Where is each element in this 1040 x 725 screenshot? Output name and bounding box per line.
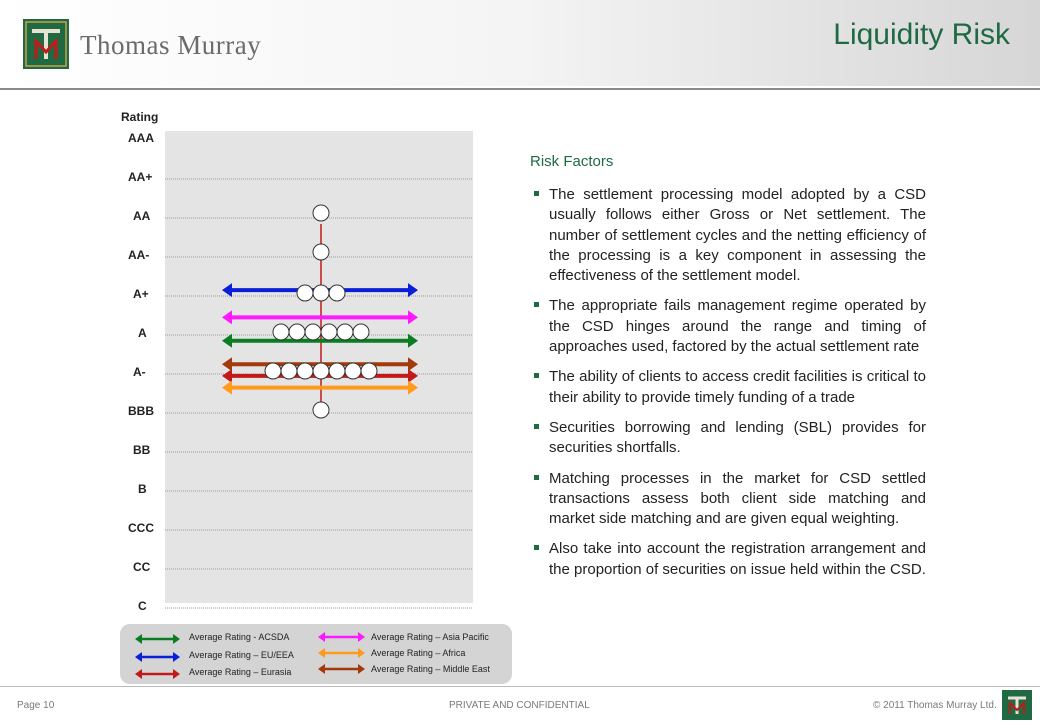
rating-label: AA- [128,248,150,262]
legend-middle-east: Average Rating – Middle East [371,664,490,674]
footer-logo-icon [1002,690,1032,720]
risk-factor-text: Securities borrowing and lending (SBL) provides for securities shortfalls. [549,418,926,457]
risk-factors-panel [530,150,926,590]
footer-divider [0,686,1040,687]
rating-label: BBB [128,404,154,418]
rating-label: AA [133,209,151,223]
bullet-square-icon [534,424,539,429]
page-number: Page 10 [17,700,55,711]
risk-factor-text: The ability of clients to access credit facilities is critical to their ability to provide timely funding of a trade [549,368,926,406]
risk-factor-text: The appropriate fails management regime operated by the CSD hinges around the range and timing of approaches used, factored by the actual settlement rate [549,297,926,356]
bullet-square-icon [534,475,539,480]
legend-eu-eea: Average Rating – EU/EEA [189,650,294,660]
risk-factors-list [530,185,926,580]
risk-factor-item [530,367,926,408]
company-name: Thomas Murray [80,30,262,60]
rating-label: B [138,482,147,496]
bullet-square-icon [534,373,539,378]
rating-label: C [138,599,147,613]
risk-factor-item [530,418,926,459]
slide-title: Liquidity Risk [833,18,1010,51]
rating-label: AA+ [128,170,153,184]
risk-factor-text: The settlement processing model adopted by a CSD usually follows either Gross or Net settlement. The number of settlement cycles and the netting efficiency of the processing is a key component in assessing the effectiveness of the settlement model. [549,186,926,285]
rating-label: A+ [133,287,149,301]
legend-africa: Average Rating – Africa [371,648,466,658]
risk-factor-item [530,185,926,286]
risk-factor-text: Matching processes in the market for CSD settled transactions assess both client side matching and market side matching and are given equal weighting. [549,469,926,528]
rating-label: A [138,326,147,340]
bullet-square-icon [534,302,539,307]
legend-asia-pacific: Average Rating – Asia Pacific [371,632,489,642]
rating-label: CC [133,560,151,574]
risk-factor-item [530,539,926,580]
risk-factors-title: Risk Factors [530,153,614,170]
rating-label: BB [133,443,151,457]
risk-factor-item [530,469,926,530]
risk-factor-text: Also take into account the registration arrangement and the proportion of securities on issue held within the CSD. [549,540,926,578]
logo-tm-mark [23,19,69,69]
rating-label: CCC [128,521,154,535]
rating-label: A- [133,365,146,379]
confidential-note: PRIVATE AND CONFIDENTIAL [449,700,590,711]
company-logo [23,19,69,69]
rating-label: AAA [128,131,154,145]
risk-factor-item [530,296,926,357]
copyright: © 2011 Thomas Murray Ltd. [873,700,997,711]
legend-acsda: Average Rating - ACSDA [189,632,290,642]
bullet-square-icon [534,191,539,196]
y-axis-title: Rating [121,110,159,124]
footer-logo [1002,690,1032,720]
bullet-square-icon [534,545,539,550]
chart-plot-area [165,131,473,603]
legend-eurasia: Average Rating – Eurasia [189,667,292,677]
header-divider [0,88,1040,90]
